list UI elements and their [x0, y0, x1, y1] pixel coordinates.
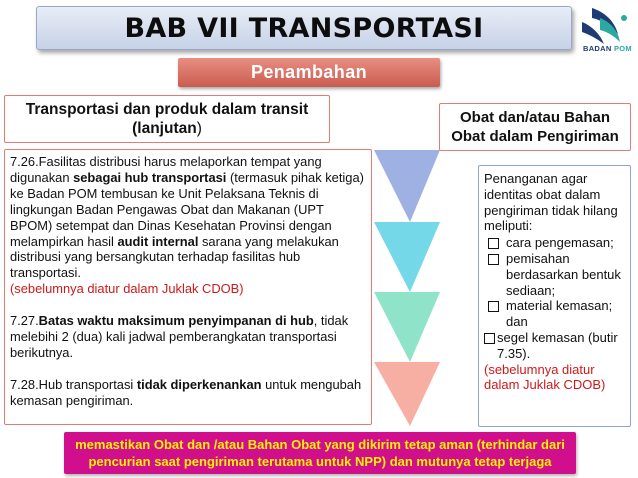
right-panel-intro: Penanganan agar identitas obat dalam pengiriman tidak hilang meliputi: [484, 171, 618, 234]
decorative-triangles [370, 150, 480, 426]
checklist [484, 235, 624, 361]
checkbox-icon [488, 301, 499, 312]
bottom-banner [64, 432, 576, 474]
triangle-green [374, 292, 440, 362]
penambahan-badge [178, 58, 440, 87]
right-header-line1: Obat dan/atau Bahan [459, 109, 611, 126]
right-header-line2: Obat dalam Pengiriman [451, 128, 619, 145]
badge-label: Penambahan [250, 62, 368, 82]
list-item: material kemasan; dan [484, 298, 624, 330]
checkbox-icon [484, 333, 495, 344]
left-panel-header [4, 95, 330, 143]
section-7-26-note: (sebelumnya diatur dalam Juklak CDOB) [10, 281, 244, 297]
list-item: pemisahan berdasarkan bentuk sediaan; [484, 251, 624, 298]
triangle-salmon [374, 362, 440, 426]
bottom-banner-text: memastikan Obat dan /atau Bahan Obat yang dikirim tetap aman (terhindar dari pencurian saat pengiriman terutama untuk NPP) dan mutunya tetap terjaga [75, 437, 565, 469]
section-7-28: 7.28.Hub transportasi tidak diperkenankan untuk mengubah kemasan pengiriman. [10, 376, 362, 408]
left-header-line2: (lanjutan) [132, 120, 202, 137]
page-title: BAB VII TRANSPORTASI [124, 12, 484, 44]
left-panel-body [4, 149, 372, 425]
triangle-blue [374, 150, 440, 222]
triangle-cyan [374, 222, 440, 292]
list-item: segel kemasan (butir 7.35). [484, 330, 624, 362]
right-panel-note: (sebelumnya diatur dalam Juklak CDOB) [484, 361, 606, 393]
checkbox-icon [488, 254, 499, 265]
right-panel-body [478, 165, 631, 427]
section-7-26: 7.26.Fasilitas distribusi harus melaporkan tempat yang digunakan sebagai hub transportasi (termasuk pihak ketiga) ke Badan POM tembusan ke Unit Pelaksana Teknis di lingkungan Badan Pengawas Obat dan Makanan (UPT BPOM) setempat dan Dinas Kesehatan Provinsi dengan melampirkan hasil audit internal sarana yang melakukan distribusi yang bersangkutan terhadap fasilitas hub transportasi. [10, 154, 364, 281]
list-item: cara pengemasan; [484, 235, 624, 251]
logo-caption: BADAN POM [583, 44, 632, 53]
right-panel-header [439, 103, 631, 151]
left-header-line1: Transportasi dan produk dalam transit [25, 101, 309, 118]
checkbox-icon [488, 238, 499, 249]
section-7-27: 7.27.Batas waktu maksimum penyimpanan di hub, tidak melebihi 2 (dua) kali jadwal pemberangkatan transportasi berikutnya. [10, 313, 349, 360]
title-banner [36, 6, 572, 50]
